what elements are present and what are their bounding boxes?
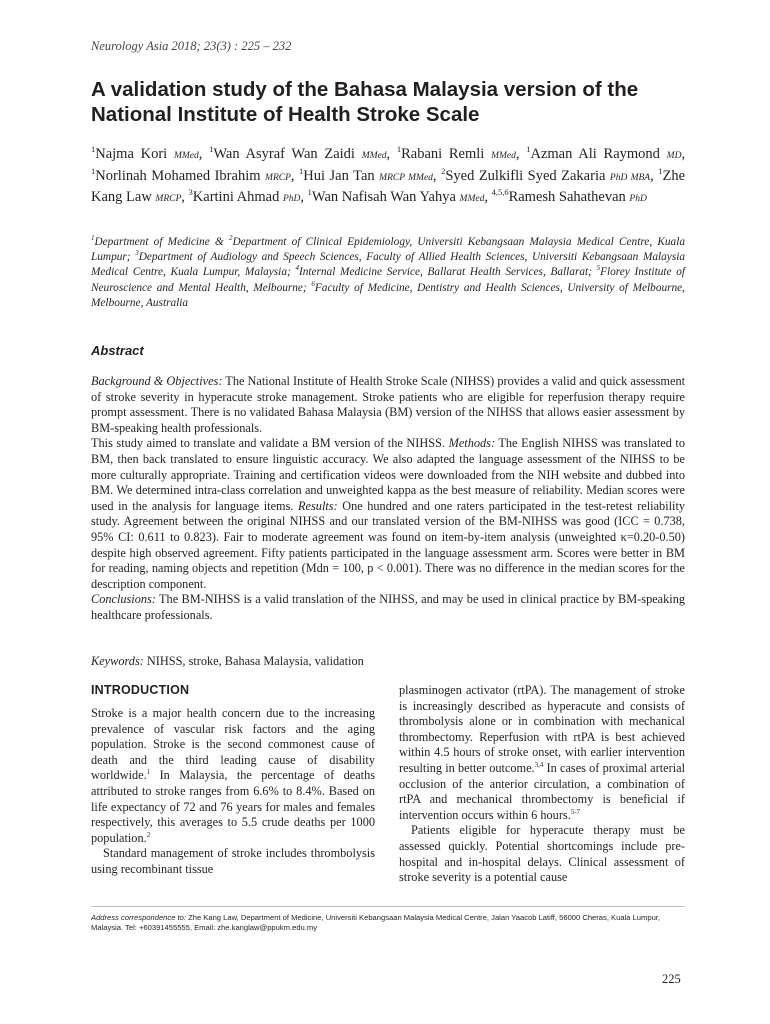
author-list: [91, 145, 685, 210]
intro-paragraph: Stroke is a major health concern due to the increasing prevalence of vascular risk factors and the aging population. Stroke is the second commonest cause of death and the third leading cause of disability worldwide.$^1$ In Malaysia, the percentage of deaths attributed to stroke ranges from 6.6% to 8.4%. Based on life expectancy of 72 and 76 years for males and females respectively, this averages to 5.5 crude deaths per 1000 population.$^2$: [91, 706, 375, 845]
left-column: [91, 683, 375, 878]
keywords: Keywords: NIHSS, stroke, Bahasa Malaysia, validation: [91, 654, 364, 668]
author: $^1$Rabani Remli MMed,: [396, 144, 527, 162]
author: $^1$Hui Jan Tan MRCP MMed,: [299, 165, 442, 184]
journal-reference: Neurology Asia 2018; 23(3) : 225 – 232: [91, 39, 292, 53]
author: $^1$Norlinah Mohamed Ibrahim MRCP,: [91, 165, 300, 184]
author: $^1$Azman Ali Raymond MD,: [526, 144, 686, 162]
author: $^1$Najma Kori MMed,: [91, 144, 210, 162]
author: $^2$Syed Zulkifli Syed Zakaria PhD MBA,: [441, 165, 659, 184]
abstract-heading: Abstract: [91, 343, 144, 358]
author: $^{4,5,6}$Ramesh Sahathevan PhD: [491, 187, 647, 206]
affiliations: $^1$Department of Medicine & $^2$Department of Clinical Epidemiology, Universiti Kebangsaan Malaysia Medical Centre, Kuala Lumpur; $^3$Department of Audiology and Speech Sciences, Faculty of Allied Health Sciences, Universiti Kebangsaan Malaysia Medical Centre, Kuala Lumpur, Malaysia; $^4$Internal Medicine Service, Ballarat Health Services, Ballarat; $^5$Florey Institute of Neuroscience and Mental Health, Melbourne; $^6$Faculty of Medicine, Dentistry and Health Sciences, University of Melbourne, Melbourne, Australia: [91, 234, 686, 309]
author: $^1$Wan Asyraf Wan Zaidi MMed,: [209, 144, 397, 162]
author: $^3$Kartini Ahmad PhD,: [188, 187, 308, 206]
intro-paragraph: Patients eligible for hyperacute therapy must be assessed quickly. Potential shortcomings include pre-hospital and in-hospital delays. Clinical assessment of stroke severity is a potential cause: [399, 823, 685, 885]
correspondence-footnote: Address correspondence to: Zhe Kang Law, Department of Medicine, Universiti Kebangsaan Malaysia Medical Centre, Jalan Yaacob Latiff, 56000 Cheras, Kuala Lumpur, Malaysia. Tel: +60391455555, Email: zhe.kanglaw@ppukm.edu.my: [91, 913, 661, 932]
intro-paragraph: plasminogen activator (rtPA). The management of stroke is increasingly described as hyperacute and consists of thrombolysis alone or in combination with mechanical thrombectomy. Reperfusion with rtPA is best achieved within 4.5 hours of stroke onset, with earlier intervention resulting in better outcome.$^{3,4}$ In cases of proximal arterial occlusion of the anterior circulation, a combination of rtPA and mechanical thrombectomy is beneficial if intervention occurs within 6 hours.$^{5-7}$: [399, 683, 685, 822]
introduction-heading: INTRODUCTION: [91, 683, 190, 697]
right-column: [399, 683, 685, 886]
author: $^1$Wan Nafisah Wan Yahya MMed,: [307, 187, 492, 206]
abstract-methods: This study aimed to translate and validate a BM version of the NIHSS. Methods: The English NIHSS was translated to BM, then back translated to ensure linguistic accuracy. We also adapted the language assessment of the NIHSS to be more culturally appropriate. Training and certification videos were downloaded from the NIH website and dubbed into BM. We determined intra-class correlation and unweighted kappa as the best measure of reliability. Median scores were used in the analysis for language items. Results: One hundred and one raters participated in the test-retest reliability study. Agreement between the original NIHSS and our translated version of the BM-NIHSS was good (ICC = 0.738, 95% CI: 0.611 to 0.823). Fair to moderate agreement was found on item-by-item analysis (unweighted κ=0.20-0.50) despite high observed agreement. Fifty patients participated in the language assessment arm. Scores were better in BM for reading, naming objects and repetition (Mdn = 100, p < 0.001). There was no difference in the median scores for the description component.: [91, 436, 686, 591]
intro-paragraph: Standard management of stroke includes thrombolysis using recombinant tissue: [91, 846, 375, 876]
author: $^1$Zhe Kang Law MRCP,: [91, 165, 686, 206]
page-number: 225: [662, 972, 681, 986]
abstract-background: Background & Objectives: The National Institute of Health Stroke Scale (NIHSS) provides a valid and quick assessment of stroke severity in hyperacute stroke management. Stroke patients who are eligible for reperfusion therapy require prompt assessment. There is no validated Bahasa Malaysia (BM) version of the NIHSS that allows easier assessment by BM-speaking health professionals.: [91, 374, 686, 435]
abstract-body: [91, 374, 685, 624]
footnote-divider: [91, 906, 685, 907]
paper-title: A validation study of the Bahasa Malaysia version of the National Institute of Health Stroke Scale: [91, 78, 639, 126]
abstract-conclusions: Conclusions: The BM-NIHSS is a valid translation of the NIHSS, and may be used in clinical practice by BM-speaking healthcare professionals.: [91, 592, 685, 622]
